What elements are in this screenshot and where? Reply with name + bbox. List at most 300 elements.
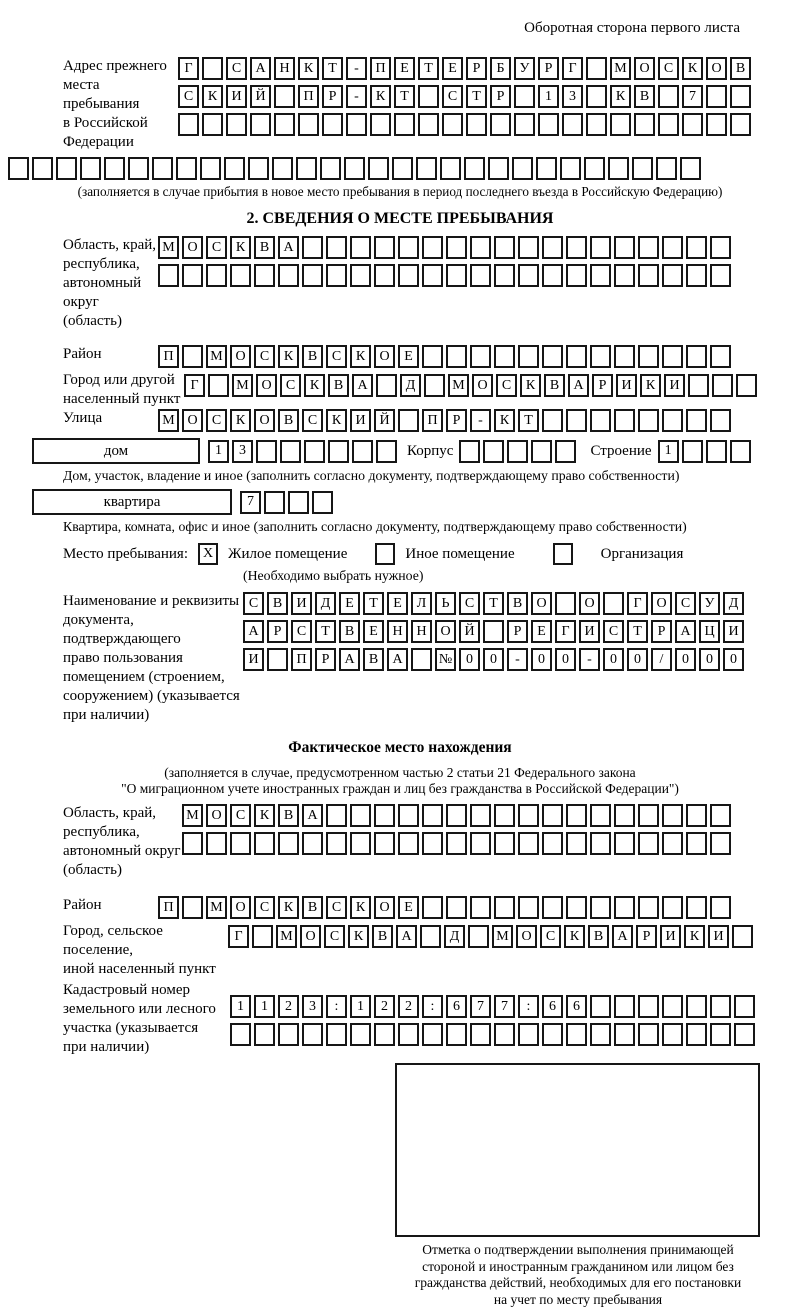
char-cell[interactable] xyxy=(542,264,563,287)
char-cell[interactable]: А xyxy=(243,620,264,643)
char-cell[interactable] xyxy=(662,995,683,1018)
char-cell[interactable] xyxy=(398,804,419,827)
char-cell[interactable] xyxy=(686,345,707,368)
char-cell[interactable]: С xyxy=(230,804,251,827)
char-cell[interactable] xyxy=(614,995,635,1018)
char-cell[interactable] xyxy=(706,85,727,108)
char-cell[interactable] xyxy=(662,1023,683,1046)
char-cell[interactable] xyxy=(494,236,515,259)
char-cell[interactable]: О xyxy=(206,804,227,827)
char-cell[interactable]: 7 xyxy=(240,491,261,514)
char-cell[interactable] xyxy=(614,1023,635,1046)
char-cell[interactable]: П xyxy=(422,409,443,432)
char-cell[interactable] xyxy=(280,440,301,463)
char-cell[interactable] xyxy=(686,896,707,919)
char-cell[interactable]: И xyxy=(616,374,637,397)
char-cell[interactable] xyxy=(638,832,659,855)
char-cell[interactable] xyxy=(518,832,539,855)
char-cell[interactable] xyxy=(590,236,611,259)
char-cell[interactable]: И xyxy=(350,409,371,432)
char-cell[interactable] xyxy=(267,648,288,671)
char-cell[interactable]: С xyxy=(254,896,275,919)
checkbox-inoe[interactable] xyxy=(375,543,395,565)
char-cell[interactable]: Р xyxy=(636,925,657,948)
char-cell[interactable]: Р xyxy=(267,620,288,643)
char-cell[interactable]: С xyxy=(675,592,696,615)
dom-box[interactable]: дом xyxy=(32,438,200,464)
char-cell[interactable]: С xyxy=(496,374,517,397)
char-cell[interactable] xyxy=(398,1023,419,1046)
char-cell[interactable]: Т xyxy=(394,85,415,108)
char-cell[interactable]: К xyxy=(640,374,661,397)
char-cell[interactable]: В xyxy=(588,925,609,948)
char-cell[interactable] xyxy=(590,345,611,368)
char-cell[interactable] xyxy=(538,113,559,136)
char-cell[interactable] xyxy=(560,157,581,180)
char-cell[interactable] xyxy=(542,896,563,919)
char-cell[interactable]: Е xyxy=(394,57,415,80)
char-cell[interactable] xyxy=(468,925,489,948)
char-cell[interactable]: Т xyxy=(322,57,343,80)
char-cell[interactable] xyxy=(712,374,733,397)
char-cell[interactable] xyxy=(182,345,203,368)
char-cell[interactable] xyxy=(608,157,629,180)
char-cell[interactable]: С xyxy=(178,85,199,108)
char-cell[interactable] xyxy=(507,440,528,463)
char-cell[interactable]: 7 xyxy=(682,85,703,108)
char-cell[interactable]: С xyxy=(324,925,345,948)
char-cell[interactable]: Н xyxy=(411,620,432,643)
char-cell[interactable]: П xyxy=(370,57,391,80)
char-cell[interactable] xyxy=(614,345,635,368)
char-cell[interactable] xyxy=(638,995,659,1018)
char-cell[interactable]: К xyxy=(610,85,631,108)
char-cell[interactable]: У xyxy=(699,592,720,615)
char-cell[interactable]: В xyxy=(372,925,393,948)
char-cell[interactable] xyxy=(590,804,611,827)
char-cell[interactable] xyxy=(555,592,576,615)
char-cell[interactable] xyxy=(158,264,179,287)
char-cell[interactable] xyxy=(686,995,707,1018)
char-cell[interactable] xyxy=(590,995,611,1018)
char-cell[interactable] xyxy=(302,832,323,855)
char-cell[interactable]: № xyxy=(435,648,456,671)
char-cell[interactable] xyxy=(710,832,731,855)
char-cell[interactable] xyxy=(688,374,709,397)
char-cell[interactable]: Е xyxy=(363,620,384,643)
char-cell[interactable]: 1 xyxy=(230,995,251,1018)
char-cell[interactable]: - xyxy=(470,409,491,432)
char-cell[interactable] xyxy=(483,440,504,463)
char-cell[interactable] xyxy=(200,157,221,180)
char-cell[interactable] xyxy=(686,832,707,855)
char-cell[interactable] xyxy=(152,157,173,180)
char-cell[interactable] xyxy=(422,236,443,259)
char-cell[interactable]: О xyxy=(651,592,672,615)
char-cell[interactable]: О xyxy=(435,620,456,643)
char-cell[interactable] xyxy=(686,264,707,287)
char-cell[interactable] xyxy=(494,832,515,855)
char-cell[interactable] xyxy=(494,804,515,827)
char-cell[interactable]: К xyxy=(278,345,299,368)
char-cell[interactable]: 0 xyxy=(675,648,696,671)
char-cell[interactable] xyxy=(470,345,491,368)
char-cell[interactable] xyxy=(446,832,467,855)
char-cell[interactable]: М xyxy=(206,896,227,919)
char-cell[interactable]: Й xyxy=(374,409,395,432)
char-cell[interactable]: - xyxy=(579,648,600,671)
char-cell[interactable]: Г xyxy=(178,57,199,80)
char-cell[interactable] xyxy=(394,113,415,136)
char-cell[interactable] xyxy=(376,440,397,463)
char-cell[interactable] xyxy=(422,345,443,368)
char-cell[interactable]: А xyxy=(278,236,299,259)
char-cell[interactable] xyxy=(562,113,583,136)
char-cell[interactable]: О xyxy=(374,896,395,919)
char-cell[interactable] xyxy=(710,345,731,368)
char-cell[interactable] xyxy=(442,113,463,136)
char-cell[interactable]: С xyxy=(280,374,301,397)
char-cell[interactable] xyxy=(470,236,491,259)
char-cell[interactable]: 1 xyxy=(254,995,275,1018)
char-cell[interactable]: 2 xyxy=(374,995,395,1018)
char-cell[interactable] xyxy=(542,832,563,855)
char-cell[interactable] xyxy=(710,236,731,259)
char-cell[interactable] xyxy=(56,157,77,180)
char-cell[interactable] xyxy=(734,1023,755,1046)
char-cell[interactable] xyxy=(638,264,659,287)
char-cell[interactable]: Г xyxy=(184,374,205,397)
char-cell[interactable] xyxy=(459,440,480,463)
char-cell[interactable] xyxy=(464,157,485,180)
char-cell[interactable] xyxy=(470,832,491,855)
char-cell[interactable]: У xyxy=(514,57,535,80)
char-cell[interactable] xyxy=(686,409,707,432)
char-cell[interactable]: Ц xyxy=(699,620,720,643)
char-cell[interactable]: Р xyxy=(651,620,672,643)
char-cell[interactable]: Р xyxy=(466,57,487,80)
char-cell[interactable] xyxy=(710,1023,731,1046)
char-cell[interactable] xyxy=(614,804,635,827)
char-cell[interactable]: С xyxy=(603,620,624,643)
char-cell[interactable] xyxy=(682,440,703,463)
checkbox-org[interactable] xyxy=(553,543,573,565)
char-cell[interactable] xyxy=(296,157,317,180)
char-cell[interactable] xyxy=(686,236,707,259)
char-cell[interactable] xyxy=(638,896,659,919)
char-cell[interactable]: Е xyxy=(387,592,408,615)
char-cell[interactable] xyxy=(658,113,679,136)
char-cell[interactable] xyxy=(614,832,635,855)
char-cell[interactable]: К xyxy=(230,409,251,432)
char-cell[interactable] xyxy=(304,440,325,463)
char-cell[interactable] xyxy=(302,1023,323,1046)
char-cell[interactable] xyxy=(590,896,611,919)
char-cell[interactable] xyxy=(446,1023,467,1046)
char-cell[interactable] xyxy=(518,236,539,259)
char-cell[interactable] xyxy=(80,157,101,180)
char-cell[interactable] xyxy=(603,592,624,615)
char-cell[interactable]: О xyxy=(634,57,655,80)
char-cell[interactable]: А xyxy=(387,648,408,671)
char-cell[interactable] xyxy=(128,157,149,180)
char-cell[interactable]: Д xyxy=(315,592,336,615)
char-cell[interactable] xyxy=(274,113,295,136)
char-cell[interactable]: П xyxy=(291,648,312,671)
char-cell[interactable]: К xyxy=(254,804,275,827)
char-cell[interactable]: К xyxy=(494,409,515,432)
char-cell[interactable]: Д xyxy=(400,374,421,397)
char-cell[interactable] xyxy=(32,157,53,180)
char-cell[interactable] xyxy=(542,1023,563,1046)
char-cell[interactable] xyxy=(182,832,203,855)
char-cell[interactable] xyxy=(656,157,677,180)
char-cell[interactable] xyxy=(446,896,467,919)
char-cell[interactable] xyxy=(264,491,285,514)
char-cell[interactable] xyxy=(518,896,539,919)
char-cell[interactable]: 2 xyxy=(278,995,299,1018)
char-cell[interactable]: Р xyxy=(507,620,528,643)
char-cell[interactable] xyxy=(566,409,587,432)
char-cell[interactable] xyxy=(350,236,371,259)
char-cell[interactable] xyxy=(278,832,299,855)
char-cell[interactable] xyxy=(398,264,419,287)
char-cell[interactable]: 6 xyxy=(566,995,587,1018)
char-cell[interactable] xyxy=(346,113,367,136)
char-cell[interactable] xyxy=(734,995,755,1018)
char-cell[interactable]: К xyxy=(370,85,391,108)
char-cell[interactable]: С xyxy=(226,57,247,80)
char-cell[interactable] xyxy=(302,264,323,287)
char-cell[interactable]: К xyxy=(304,374,325,397)
char-cell[interactable]: В xyxy=(507,592,528,615)
char-cell[interactable] xyxy=(490,113,511,136)
char-cell[interactable] xyxy=(662,832,683,855)
char-cell[interactable] xyxy=(446,236,467,259)
char-cell[interactable] xyxy=(374,264,395,287)
char-cell[interactable]: С xyxy=(206,236,227,259)
char-cell[interactable]: Н xyxy=(387,620,408,643)
char-cell[interactable]: С xyxy=(291,620,312,643)
char-cell[interactable]: К xyxy=(326,409,347,432)
char-cell[interactable]: А xyxy=(302,804,323,827)
char-cell[interactable]: О xyxy=(472,374,493,397)
char-cell[interactable] xyxy=(610,113,631,136)
char-cell[interactable]: Б xyxy=(490,57,511,80)
char-cell[interactable]: О xyxy=(254,409,275,432)
char-cell[interactable] xyxy=(326,236,347,259)
char-cell[interactable] xyxy=(662,345,683,368)
char-cell[interactable]: О xyxy=(182,409,203,432)
char-cell[interactable]: 0 xyxy=(699,648,720,671)
char-cell[interactable] xyxy=(566,896,587,919)
char-cell[interactable] xyxy=(662,409,683,432)
char-cell[interactable]: И xyxy=(660,925,681,948)
char-cell[interactable]: Р xyxy=(592,374,613,397)
char-cell[interactable] xyxy=(208,374,229,397)
char-cell[interactable] xyxy=(422,1023,443,1046)
char-cell[interactable]: - xyxy=(346,85,367,108)
char-cell[interactable] xyxy=(368,157,389,180)
char-cell[interactable] xyxy=(686,804,707,827)
char-cell[interactable]: Т xyxy=(363,592,384,615)
char-cell[interactable] xyxy=(272,157,293,180)
char-cell[interactable] xyxy=(638,236,659,259)
char-cell[interactable] xyxy=(614,264,635,287)
char-cell[interactable]: С xyxy=(326,345,347,368)
char-cell[interactable]: К xyxy=(350,345,371,368)
char-cell[interactable] xyxy=(288,491,309,514)
char-cell[interactable] xyxy=(586,113,607,136)
char-cell[interactable]: К xyxy=(520,374,541,397)
char-cell[interactable] xyxy=(662,896,683,919)
char-cell[interactable]: С xyxy=(302,409,323,432)
char-cell[interactable]: С xyxy=(326,896,347,919)
char-cell[interactable] xyxy=(254,264,275,287)
char-cell[interactable]: О xyxy=(300,925,321,948)
char-cell[interactable]: Т xyxy=(518,409,539,432)
char-cell[interactable] xyxy=(658,85,679,108)
char-cell[interactable] xyxy=(638,804,659,827)
char-cell[interactable]: Й xyxy=(459,620,480,643)
char-cell[interactable] xyxy=(398,236,419,259)
char-cell[interactable] xyxy=(710,995,731,1018)
char-cell[interactable] xyxy=(566,832,587,855)
char-cell[interactable]: К xyxy=(202,85,223,108)
char-cell[interactable]: О xyxy=(374,345,395,368)
char-cell[interactable]: С xyxy=(243,592,264,615)
char-cell[interactable] xyxy=(326,1023,347,1046)
char-cell[interactable]: Г xyxy=(562,57,583,80)
char-cell[interactable]: О xyxy=(182,236,203,259)
char-cell[interactable] xyxy=(706,113,727,136)
char-cell[interactable] xyxy=(254,832,275,855)
char-cell[interactable] xyxy=(326,832,347,855)
char-cell[interactable]: А xyxy=(250,57,271,80)
char-cell[interactable] xyxy=(422,896,443,919)
char-cell[interactable]: : xyxy=(326,995,347,1018)
char-cell[interactable] xyxy=(514,85,535,108)
char-cell[interactable] xyxy=(248,157,269,180)
char-cell[interactable]: 6 xyxy=(542,995,563,1018)
char-cell[interactable]: В xyxy=(302,896,323,919)
char-cell[interactable] xyxy=(418,85,439,108)
char-cell[interactable] xyxy=(494,345,515,368)
char-cell[interactable]: : xyxy=(518,995,539,1018)
char-cell[interactable] xyxy=(440,157,461,180)
char-cell[interactable]: Т xyxy=(315,620,336,643)
char-cell[interactable] xyxy=(278,264,299,287)
char-cell[interactable] xyxy=(352,440,373,463)
char-cell[interactable]: С xyxy=(540,925,561,948)
char-cell[interactable]: 6 xyxy=(446,995,467,1018)
char-cell[interactable]: Т xyxy=(483,592,504,615)
char-cell[interactable] xyxy=(312,491,333,514)
char-cell[interactable] xyxy=(398,409,419,432)
char-cell[interactable]: И xyxy=(291,592,312,615)
char-cell[interactable] xyxy=(662,264,683,287)
char-cell[interactable]: Г xyxy=(555,620,576,643)
char-cell[interactable]: Т xyxy=(418,57,439,80)
char-cell[interactable] xyxy=(298,113,319,136)
char-cell[interactable]: 0 xyxy=(459,648,480,671)
char-cell[interactable] xyxy=(350,264,371,287)
char-cell[interactable] xyxy=(470,264,491,287)
char-cell[interactable] xyxy=(328,440,349,463)
char-cell[interactable] xyxy=(518,345,539,368)
char-cell[interactable]: М xyxy=(276,925,297,948)
char-cell[interactable]: Н xyxy=(274,57,295,80)
char-cell[interactable]: Т xyxy=(627,620,648,643)
char-cell[interactable]: И xyxy=(708,925,729,948)
char-cell[interactable]: Й xyxy=(250,85,271,108)
char-cell[interactable] xyxy=(590,832,611,855)
char-cell[interactable]: О xyxy=(256,374,277,397)
char-cell[interactable]: 0 xyxy=(555,648,576,671)
char-cell[interactable]: М xyxy=(610,57,631,80)
char-cell[interactable]: 0 xyxy=(483,648,504,671)
char-cell[interactable]: Е xyxy=(398,896,419,919)
char-cell[interactable]: О xyxy=(230,896,251,919)
char-cell[interactable] xyxy=(590,409,611,432)
char-cell[interactable]: Е xyxy=(442,57,463,80)
char-cell[interactable]: К xyxy=(564,925,585,948)
char-cell[interactable]: С xyxy=(459,592,480,615)
char-cell[interactable] xyxy=(566,264,587,287)
char-cell[interactable] xyxy=(206,264,227,287)
char-cell[interactable] xyxy=(518,804,539,827)
char-cell[interactable] xyxy=(586,57,607,80)
char-cell[interactable] xyxy=(566,1023,587,1046)
char-cell[interactable] xyxy=(374,1023,395,1046)
char-cell[interactable] xyxy=(182,264,203,287)
char-cell[interactable]: : xyxy=(422,995,443,1018)
char-cell[interactable]: П xyxy=(158,896,179,919)
char-cell[interactable]: 7 xyxy=(494,995,515,1018)
char-cell[interactable] xyxy=(206,832,227,855)
char-cell[interactable]: И xyxy=(723,620,744,643)
char-cell[interactable] xyxy=(706,440,727,463)
char-cell[interactable]: 3 xyxy=(232,440,253,463)
char-cell[interactable] xyxy=(418,113,439,136)
char-cell[interactable]: В xyxy=(278,409,299,432)
char-cell[interactable] xyxy=(518,1023,539,1046)
char-cell[interactable] xyxy=(202,57,223,80)
char-cell[interactable]: - xyxy=(507,648,528,671)
char-cell[interactable] xyxy=(586,85,607,108)
char-cell[interactable]: М xyxy=(158,409,179,432)
char-cell[interactable] xyxy=(374,236,395,259)
char-cell[interactable] xyxy=(392,157,413,180)
char-cell[interactable]: М xyxy=(232,374,253,397)
char-cell[interactable] xyxy=(252,925,273,948)
char-cell[interactable] xyxy=(680,157,701,180)
char-cell[interactable]: М xyxy=(492,925,513,948)
char-cell[interactable] xyxy=(230,832,251,855)
char-cell[interactable] xyxy=(470,896,491,919)
char-cell[interactable] xyxy=(256,440,277,463)
char-cell[interactable] xyxy=(320,157,341,180)
char-cell[interactable]: / xyxy=(651,648,672,671)
char-cell[interactable]: В xyxy=(254,236,275,259)
char-cell[interactable]: 2 xyxy=(398,995,419,1018)
char-cell[interactable]: Е xyxy=(398,345,419,368)
char-cell[interactable] xyxy=(686,1023,707,1046)
char-cell[interactable]: М xyxy=(206,345,227,368)
char-cell[interactable] xyxy=(470,1023,491,1046)
char-cell[interactable]: К xyxy=(298,57,319,80)
char-cell[interactable]: А xyxy=(568,374,589,397)
